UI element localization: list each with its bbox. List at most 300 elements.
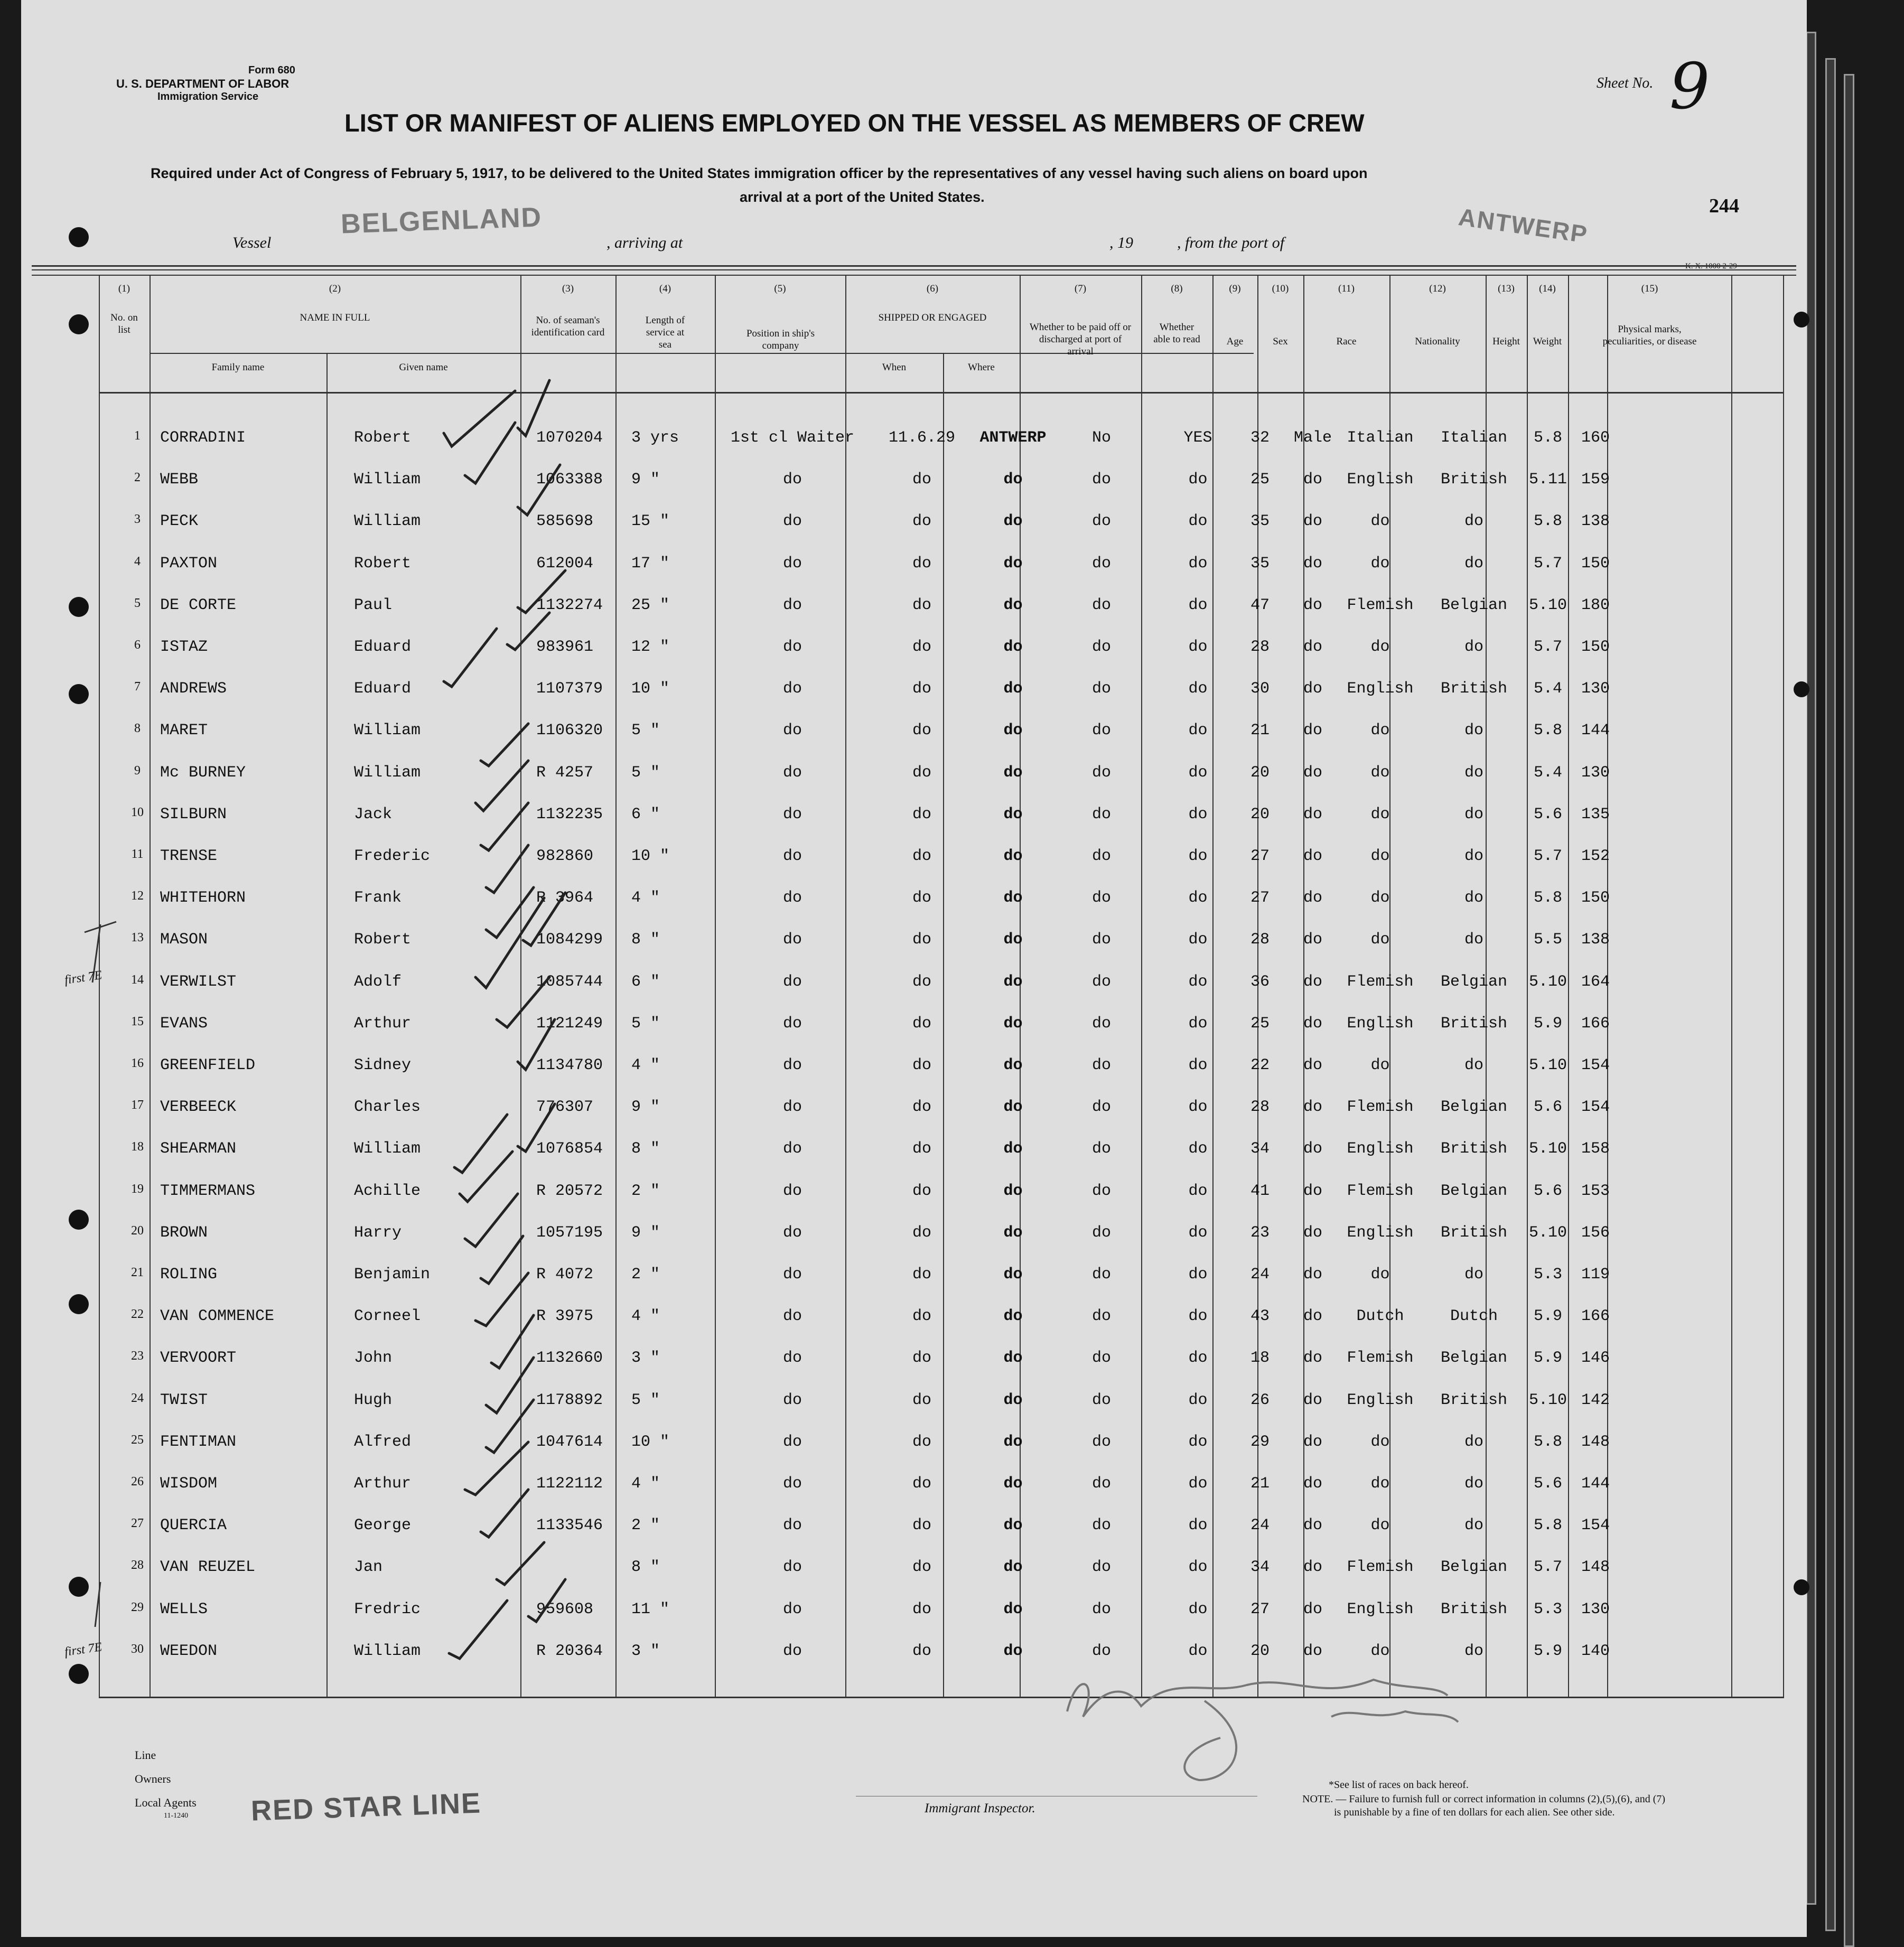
seaman-id-cell: 612004 [536,554,594,573]
crew-row [21,877,1807,919]
family-name-cell: CORRADINI [160,429,246,447]
paid-off-cell: do [1091,931,1111,949]
seaman-id-cell: 959608 [536,1600,594,1618]
owners-label: Owners [135,1772,171,1785]
position-cell: do [782,471,802,489]
page-number: 244 [1709,195,1739,217]
height-cell: 5.10 [1528,1140,1567,1158]
able-to-read-cell: do [1188,554,1208,573]
paid-off-cell: do [1091,722,1111,740]
race-cell: do [1370,931,1390,949]
able-to-read-cell: do [1188,1391,1208,1409]
weight-cell: 150 [1581,554,1610,573]
nationality-cell: do [1464,847,1483,865]
nationality-cell: do [1464,1266,1483,1284]
able-to-read-cell: do [1188,1182,1208,1200]
row-number-cell: 14 [131,972,144,987]
family-name-cell: VERWILST [160,972,237,991]
sex-cell: do [1303,1349,1322,1368]
paid-off-cell: do [1091,1642,1111,1660]
height-cell: 5.6 [1533,1098,1562,1117]
position-cell: do [782,722,802,740]
given-name-cell: William [354,1140,421,1158]
sex-cell: do [1303,680,1322,698]
position-cell: do [782,847,802,865]
age-cell: 28 [1250,931,1270,949]
nationality-cell: do [1464,638,1483,656]
sex-cell: do [1303,1642,1322,1660]
agents-code: 11-1240 [164,1812,189,1820]
able-to-read-cell: do [1188,1098,1208,1117]
nationality-cell: Belgian [1440,1098,1508,1117]
sex-cell: do [1303,1140,1322,1158]
crew-row [21,1505,1807,1546]
crew-row [21,1254,1807,1295]
col-5-num: (5) [774,283,786,294]
paid-off-cell: do [1091,805,1111,823]
race-cell: English [1347,1140,1414,1158]
given-name-cell: William [354,512,421,531]
paid-off-cell: do [1091,1223,1111,1242]
shipped-where-cell: do [1003,512,1023,531]
able-to-read-cell: do [1188,931,1208,949]
crew-row [21,1463,1807,1504]
race-cell: do [1370,554,1390,573]
weight-cell: 130 [1581,1600,1610,1618]
given-name-cell: Frederic [354,847,431,865]
family-name-cell: WEEDON [160,1642,218,1660]
weight-cell: 154 [1581,1098,1610,1117]
height-cell: 5.8 [1533,429,1562,447]
weight-cell: 135 [1581,805,1610,823]
able-to-read-cell: do [1188,889,1208,907]
shipped-when-cell: do [912,1182,931,1200]
race-cell: Flemish [1347,596,1414,614]
seaman-id-cell: 1178892 [536,1391,603,1409]
race-cell: English [1347,680,1414,698]
given-name-cell: William [354,763,421,782]
shipped-where-cell: do [1003,1014,1023,1033]
able-to-read-cell: do [1188,1600,1208,1618]
shipped-when-cell: do [912,1642,931,1660]
family-name-cell: DE CORTE [160,596,237,614]
given-name-cell: Paul [354,596,393,614]
seaman-id-cell: 1132235 [536,805,603,823]
paid-off-cell: do [1091,1349,1111,1368]
col-15-label: Physical marks, peculiarities, or disease [1602,324,1697,347]
crew-row [21,585,1807,626]
height-cell: 5.8 [1533,512,1562,531]
nationality-cell: do [1464,805,1483,823]
penalty-note-2: is punishable by a fine of ten dollars for each alien. See other side. [1334,1806,1615,1818]
age-cell: 34 [1250,1558,1270,1577]
paid-off-cell: do [1091,1475,1111,1493]
seaman-id-cell: 585698 [536,512,594,531]
able-to-read-cell: do [1188,512,1208,531]
weight-cell: 146 [1581,1349,1610,1368]
paid-off-cell: do [1091,1600,1111,1618]
row-number-cell: 1 [134,429,141,443]
age-cell: 27 [1250,889,1270,907]
header-rule [99,392,1784,394]
position-cell: do [782,805,802,823]
race-cell: do [1370,847,1390,865]
height-cell: 5.6 [1533,805,1562,823]
sex-cell: do [1303,805,1322,823]
paid-off-cell: do [1091,1517,1111,1535]
sex-cell: do [1303,1433,1322,1451]
sex-cell: do [1303,763,1322,782]
seaman-id-cell: 1085744 [536,972,603,991]
service-length-cell: 5 " [631,1391,660,1409]
race-cell: Dutch [1356,1307,1404,1326]
line-label: Line [135,1748,156,1762]
position-cell: do [782,638,802,656]
paid-off-cell: do [1091,596,1111,614]
nationality-cell: Belgian [1440,596,1508,614]
row-number-cell: 8 [134,722,141,736]
seaman-id-cell: R 20572 [536,1182,603,1200]
service-length-cell: 9 " [631,1098,660,1117]
weight-cell: 150 [1581,889,1610,907]
paid-off-cell: do [1091,1014,1111,1033]
position-cell: do [782,554,802,573]
penalty-note-1: NOTE. — Failure to furnish full or correct information in columns (2),(5),(6), and (7) [1302,1793,1666,1805]
family-name-cell: VERVOORT [160,1349,237,1368]
service-length-cell: 9 " [631,471,660,489]
age-cell: 43 [1250,1307,1270,1326]
crew-row [21,1547,1807,1588]
position-cell: do [782,1433,802,1451]
nationality-cell: British [1440,1140,1508,1158]
paid-off-cell: do [1091,638,1111,656]
age-cell: 28 [1250,1098,1270,1117]
col-3-num: (3) [562,283,574,294]
service-length-cell: 5 " [631,1014,660,1033]
row-number-cell: 9 [134,763,141,778]
able-to-read-cell: do [1188,763,1208,782]
age-cell: 20 [1250,763,1270,782]
col-2-num: (2) [329,283,341,294]
able-to-read-cell: do [1188,1349,1208,1368]
age-cell: 25 [1250,1014,1270,1033]
crew-row [21,1296,1807,1337]
weight-cell: 166 [1581,1014,1610,1033]
given-name-cell: William [354,471,421,489]
given-name-cell: William [354,722,421,740]
race-cell: do [1370,1266,1390,1284]
height-cell: 5.10 [1528,1223,1567,1242]
weight-cell: 119 [1581,1266,1610,1284]
sex-cell: do [1303,1223,1322,1242]
age-cell: 26 [1250,1391,1270,1409]
family-name-cell: ROLING [160,1266,218,1284]
seaman-id-cell: 1132660 [536,1349,603,1368]
position-cell: do [782,1056,802,1074]
seaman-id-cell: 1084299 [536,931,603,949]
paid-off-cell: do [1091,1140,1111,1158]
shipped-when-cell: do [912,1307,931,1326]
shipped-when-cell: 11.6.29 [888,429,956,447]
margin-note: first 7E [63,1640,103,1659]
given-name-cell: Charles [354,1098,421,1117]
given-name-cell: Robert [354,554,412,573]
nationality-cell: Belgian [1440,1349,1508,1368]
able-to-read-cell: do [1188,1475,1208,1493]
paid-off-cell: do [1091,680,1111,698]
age-cell: 30 [1250,680,1270,698]
col-9-num: (9) [1229,283,1241,294]
col-14-num: (14) [1539,283,1556,294]
shipped-where-cell: do [1003,889,1023,907]
department: U. S. DEPARTMENT OF LABOR [116,77,290,90]
shipped-where-cell: do [1003,1056,1023,1074]
race-cell: Flemish [1347,1349,1414,1368]
crew-row [21,710,1807,751]
age-cell: 23 [1250,1223,1270,1242]
shipped-when-cell: do [912,554,931,573]
nationality-cell: do [1464,722,1483,740]
seaman-id-cell: 1133546 [536,1517,603,1535]
row-number-cell: 24 [131,1391,144,1405]
paid-off-cell: do [1091,1558,1111,1577]
seaman-id-cell: 1070204 [536,429,603,447]
paid-off-cell: do [1091,1266,1111,1284]
shipped-when-cell: do [912,1056,931,1074]
weight-cell: 154 [1581,1517,1610,1535]
position-cell: do [782,1517,802,1535]
able-to-read-cell: do [1188,1433,1208,1451]
shipped-when-cell: do [912,1140,931,1158]
family-name-cell: EVANS [160,1014,208,1033]
shipped-when-cell: do [912,1517,931,1535]
shipped-where-cell: do [1003,1600,1023,1618]
given-name-cell: Adolf [354,972,402,991]
position-cell: do [782,1600,802,1618]
family-name-cell: ISTAZ [160,638,208,656]
crew-row [21,1212,1807,1253]
family-name-cell: MARET [160,722,208,740]
service-length-cell: 6 " [631,972,660,991]
service-length-cell: 8 " [631,1558,660,1577]
position-cell: do [782,1349,802,1368]
family-name-cell: TWIST [160,1391,208,1409]
col-6-num: (6) [926,283,939,294]
position-cell: do [782,1182,802,1200]
row-number-cell: 5 [134,596,141,610]
sex-cell: do [1303,1098,1322,1117]
crew-row [21,501,1807,542]
position-cell: do [782,1558,802,1577]
given-name-cell: Fredric [354,1600,421,1618]
family-name-cell: WHITEHORN [160,889,246,907]
able-to-read-cell: do [1188,471,1208,489]
height-cell: 5.3 [1533,1600,1562,1618]
seaman-id-cell: 1047614 [536,1433,603,1451]
shipped-when-cell: do [912,1266,931,1284]
given-name-cell: William [354,1642,421,1660]
able-to-read-cell: do [1188,1014,1208,1033]
height-cell: 5.7 [1533,1558,1562,1577]
race-cell: English [1347,471,1414,489]
service-length-cell: 3 " [631,1642,660,1660]
agents-label: Local Agents [135,1796,197,1809]
rule-top [32,275,1796,276]
shipped-when-cell: do [912,1223,931,1242]
height-cell: 5.7 [1533,554,1562,573]
race-cell: English [1347,1391,1414,1409]
given-name-cell: Alfred [354,1433,412,1451]
weight-cell: 152 [1581,847,1610,865]
seaman-id-cell: 983961 [536,638,594,656]
able-to-read-cell: do [1188,1558,1208,1577]
sex-cell: do [1303,471,1322,489]
shipped-where-cell: do [1003,1517,1023,1535]
nationality-cell: do [1464,1475,1483,1493]
able-to-read-cell: do [1188,596,1208,614]
shipped-where-cell: do [1003,471,1023,489]
service-length-cell: 2 " [631,1517,660,1535]
sheet-number: 9 [1669,50,1710,124]
paid-off-cell: do [1091,889,1111,907]
race-cell: do [1370,805,1390,823]
shipped-where-cell: do [1003,805,1023,823]
weight-cell: 150 [1581,638,1610,656]
position-cell: do [782,1391,802,1409]
weight-cell: 160 [1581,429,1610,447]
seaman-id-cell: 1076854 [536,1140,603,1158]
weight-cell: 180 [1581,596,1610,614]
row-number-cell: 25 [131,1433,144,1447]
position-cell: do [782,596,802,614]
given-name-cell: Achille [354,1182,421,1200]
nationality-cell: British [1440,471,1508,489]
crew-row [21,1128,1807,1169]
family-name-cell: FENTIMAN [160,1433,237,1451]
binder-hole [1794,312,1809,327]
table-bottom-rule [99,1697,1784,1698]
service-length-cell: 2 " [631,1266,660,1284]
inspector-label: Immigrant Inspector. [925,1801,1035,1815]
race-cell: do [1370,512,1390,531]
given-name-cell: Jan [354,1558,383,1577]
nationality-cell: Belgian [1440,1182,1508,1200]
shipped-when-cell: do [912,1349,931,1368]
shipped-where-cell: do [1003,1098,1023,1117]
shipped-where-cell: do [1003,638,1023,656]
race-cell: do [1370,1517,1390,1535]
row-number-cell: 17 [131,1098,144,1112]
shipped-when-cell: do [912,471,931,489]
weight-cell: 142 [1581,1391,1610,1409]
nationality-cell: Italian [1440,429,1508,447]
sex-cell: do [1303,1014,1322,1033]
from-port-stamp: ANTWERP [1457,203,1590,248]
row-number-cell: 3 [134,512,141,527]
weight-cell: 164 [1581,972,1610,991]
height-cell: 5.10 [1528,1391,1567,1409]
height-cell: 5.9 [1533,1642,1562,1660]
height-cell: 5.5 [1533,931,1562,949]
shipped-when-cell: do [912,680,931,698]
race-cell: do [1370,722,1390,740]
seaman-id-cell: R 4072 [536,1266,594,1284]
sex-cell: do [1303,1056,1322,1074]
race-cell: do [1370,1056,1390,1074]
height-cell: 5.8 [1533,1433,1562,1451]
nationality-cell: British [1440,1223,1508,1242]
col-10-num: (10) [1272,283,1289,294]
weight-cell: 153 [1581,1182,1610,1200]
service-length-cell: 8 " [631,1140,660,1158]
seaman-id-cell: 1134780 [536,1056,603,1074]
weight-cell: 158 [1581,1140,1610,1158]
binder-hole [69,314,89,334]
age-cell: 20 [1250,1642,1270,1660]
height-cell: 5.8 [1533,1517,1562,1535]
rule-top [32,269,1796,270]
race-cell: English [1347,1223,1414,1242]
position-cell: do [782,1642,802,1660]
given-name-cell: Robert [354,931,412,949]
nationality-cell: do [1464,1517,1483,1535]
race-cell: Flemish [1347,1182,1414,1200]
weight-cell: 130 [1581,763,1610,782]
col-2-label: NAME IN FULL [300,312,370,323]
age-cell: 36 [1250,972,1270,991]
crew-row [21,1003,1807,1044]
height-cell: 5.9 [1533,1014,1562,1033]
row-number-cell: 18 [131,1140,144,1154]
sex-cell: do [1303,1475,1322,1493]
form-subtitle-1: Required under Act of Congress of February 5, 1917, to be delivered to the United States immigration officer by the representatives of any vessel having such aliens on board upon [151,165,1368,181]
col-2a-label: Family name [211,362,265,373]
height-cell: 5.4 [1533,680,1562,698]
able-to-read-cell: do [1188,1307,1208,1326]
col-13-num: (13) [1498,283,1515,294]
col-7-label: Whether to be paid off or discharged at port of arrival [1029,322,1132,357]
height-cell: 5.4 [1533,763,1562,782]
form-number: Form 680 [248,64,295,76]
nationality-cell: British [1440,1391,1508,1409]
sex-cell: do [1303,1600,1322,1618]
sex-cell: do [1303,1558,1322,1577]
weight-cell: 166 [1581,1307,1610,1326]
col-7-num: (7) [1074,283,1087,294]
service-length-cell: 17 " [631,554,670,573]
crew-row [21,1380,1807,1421]
paid-off-cell: do [1091,1307,1111,1326]
nationality-cell: Belgian [1440,972,1508,991]
col-5-label: Position in ship's company [746,328,815,351]
able-to-read-cell: do [1188,847,1208,865]
row-number-cell: 28 [131,1558,144,1572]
row-number-cell: 21 [131,1266,144,1279]
seaman-id-cell: 982860 [536,847,594,865]
family-name-cell: PAXTON [160,554,218,573]
seaman-id-cell: 1121249 [536,1014,603,1033]
col-13-label: Height [1492,336,1520,347]
paid-off-cell: do [1091,1433,1111,1451]
age-cell: 32 [1250,429,1270,447]
paid-off-cell: do [1091,471,1111,489]
nationality-cell: Belgian [1440,1558,1508,1577]
able-to-read-cell: do [1188,1642,1208,1660]
col-6a-label: When [882,362,907,373]
page-edge [1825,58,1836,1931]
service-length-cell: 10 " [631,847,670,865]
family-name-cell: WEBB [160,471,199,489]
